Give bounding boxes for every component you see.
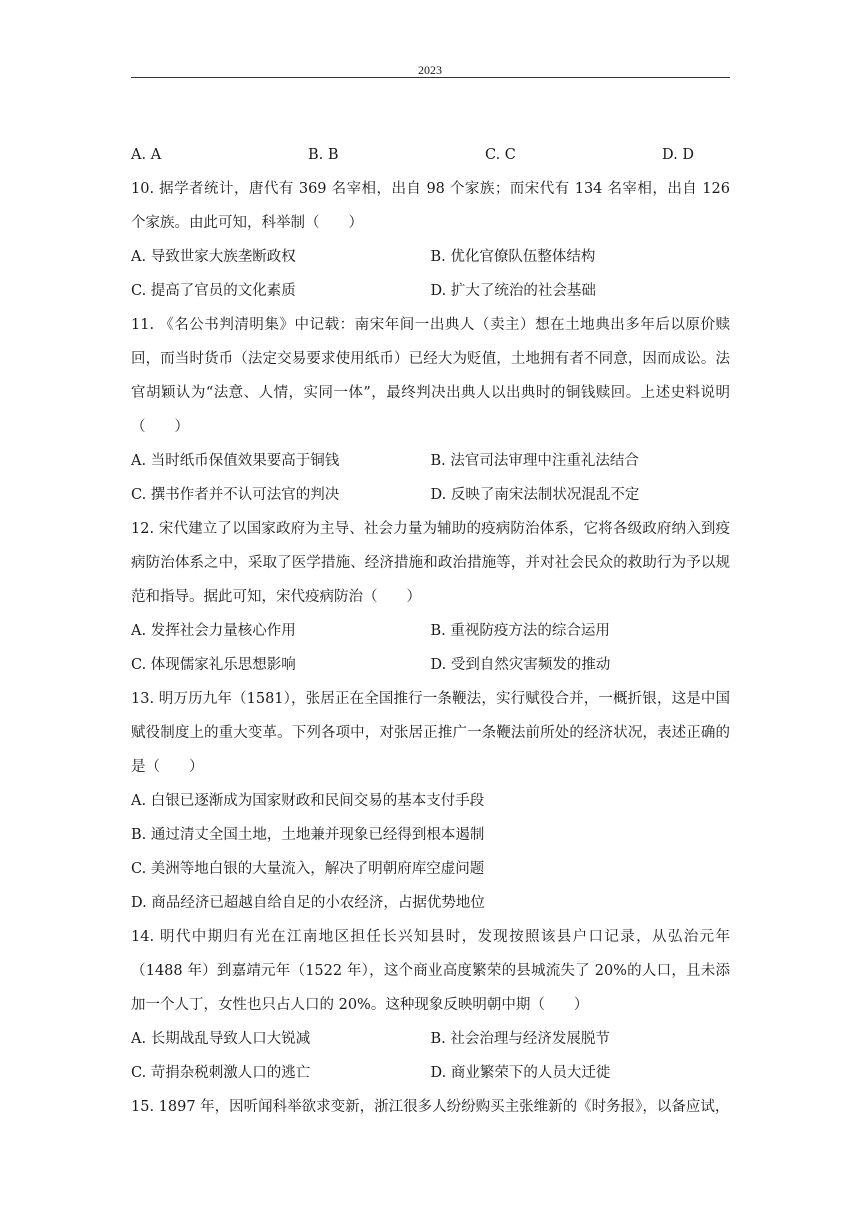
question-14-stem: 14. 明代中期归有光在江南地区担任长兴知县时，发现按照该县户口记录，从弘治元年（1488 年）到嘉靖元年（1522 年），这个商业高度繁荣的县城流失了 20%的人口，且未添加一个人丁，女性也只占人口的 20%。这种现象反映明朝中期（ ） (131, 929, 730, 1013)
option-b[interactable]: B. B (308, 147, 339, 163)
option-d[interactable]: D. 商业繁荣下的人员大迁徙 (430, 1065, 611, 1081)
question-11-options-row2 (131, 478, 730, 512)
option-d[interactable]: D. D (662, 147, 694, 163)
question-10-options-row2 (131, 274, 730, 308)
option-a[interactable]: A. 当时纸币保值效果要高于铜钱 (131, 453, 340, 469)
page-header: 2023 (418, 63, 442, 77)
question-15-stem: 15. 1897 年，因听闻科举欲求变新，浙江很多人纷纷购买主张维新的《时务报》，以备应试， (131, 1099, 730, 1115)
option-c[interactable]: C. 体现儒家礼乐思想影响 (131, 657, 296, 673)
option-a[interactable]: A. 导致世家大族垄断政权 (131, 249, 296, 265)
question-13-stem: 13. 明万历九年（1581），张居正在全国推行一条鞭法，实行赋役合并，一概折银，这是中国赋役制度上的重大变革。下列各项中，对张居正推广一条鞭法前所处的经济状况，表述正确的是（ ） (131, 691, 730, 775)
question-10-stem: 10. 据学者统计，唐代有 369 名宰相，出自 98 个家族；而宋代有 134 名宰相，出自 126 个家族。由此可知，科举制（ ） (131, 181, 730, 231)
question-12-options-row2 (131, 648, 730, 682)
option-c[interactable]: C. C (485, 147, 516, 163)
header-divider (131, 77, 730, 78)
option-b[interactable]: B. 社会治理与经济发展脱节 (430, 1031, 610, 1047)
question-14-options-row1 (131, 1022, 730, 1056)
question-12-options-row1 (131, 614, 730, 648)
option-d[interactable]: D. 受到自然灾害频发的推动 (430, 657, 611, 673)
option-c[interactable]: C. 苛捐杂税刺激人口的逃亡 (131, 1065, 311, 1081)
prev-question-options (131, 138, 730, 172)
option-b[interactable]: B. 法官司法审理中注重礼法结合 (430, 453, 639, 469)
question-10-options-row1 (131, 240, 730, 274)
question-14-options-row2 (131, 1056, 730, 1090)
option-b[interactable]: B. 通过清丈全国土地，土地兼并现象已经得到根本遏制 (131, 827, 485, 843)
option-a[interactable]: A. 发挥社会力量核心作用 (131, 623, 296, 639)
option-a[interactable]: A. A (131, 147, 162, 163)
option-c[interactable]: C. 撰书作者并不认可法官的判决 (131, 487, 340, 503)
exam-content (131, 138, 730, 1124)
question-12-stem: 12. 宋代建立了以国家政府为主导、社会力量为辅助的疫病防治体系，它将各级政府纳入到疫病防治体系之中，采取了医学措施、经济措施和政治措施等，并对社会民众的救助行为予以规范和指导。据此可知，宋代疫病防治（ ） (131, 521, 730, 605)
option-d[interactable]: D. 商品经济已超越自给自足的小农经济，占据优势地位 (131, 895, 485, 911)
option-a[interactable]: A. 长期战乱导致人口大锐减 (131, 1031, 311, 1047)
option-b[interactable]: B. 优化官僚队伍整体结构 (430, 249, 596, 265)
option-c[interactable]: C. 美洲等地白银的大量流入，解决了明朝府库空虚问题 (131, 861, 485, 877)
question-11-stem: 11. 《名公书判清明集》中记载：南宋年间一出典人（卖主）想在土地典出多年后以原价赎回，而当时货币（法定交易要求使用纸币）已经大为贬值，土地拥有者不同意，因而成讼。法官胡颖认为“法意、人情，实同一体”，最终判决出典人以出典时的铜钱赎回。上述史料说明（ ） (131, 317, 730, 435)
question-11-options-row1 (131, 444, 730, 478)
option-d[interactable]: D. 扩大了统治的社会基础 (430, 283, 596, 299)
option-d[interactable]: D. 反映了南宋法制状况混乱不定 (430, 487, 640, 503)
option-b[interactable]: B. 重视防疫方法的综合运用 (430, 623, 610, 639)
option-c[interactable]: C. 提高了官员的文化素质 (131, 283, 296, 299)
option-a[interactable]: A. 白银已逐渐成为国家财政和民间交易的基本支付手段 (131, 793, 485, 809)
